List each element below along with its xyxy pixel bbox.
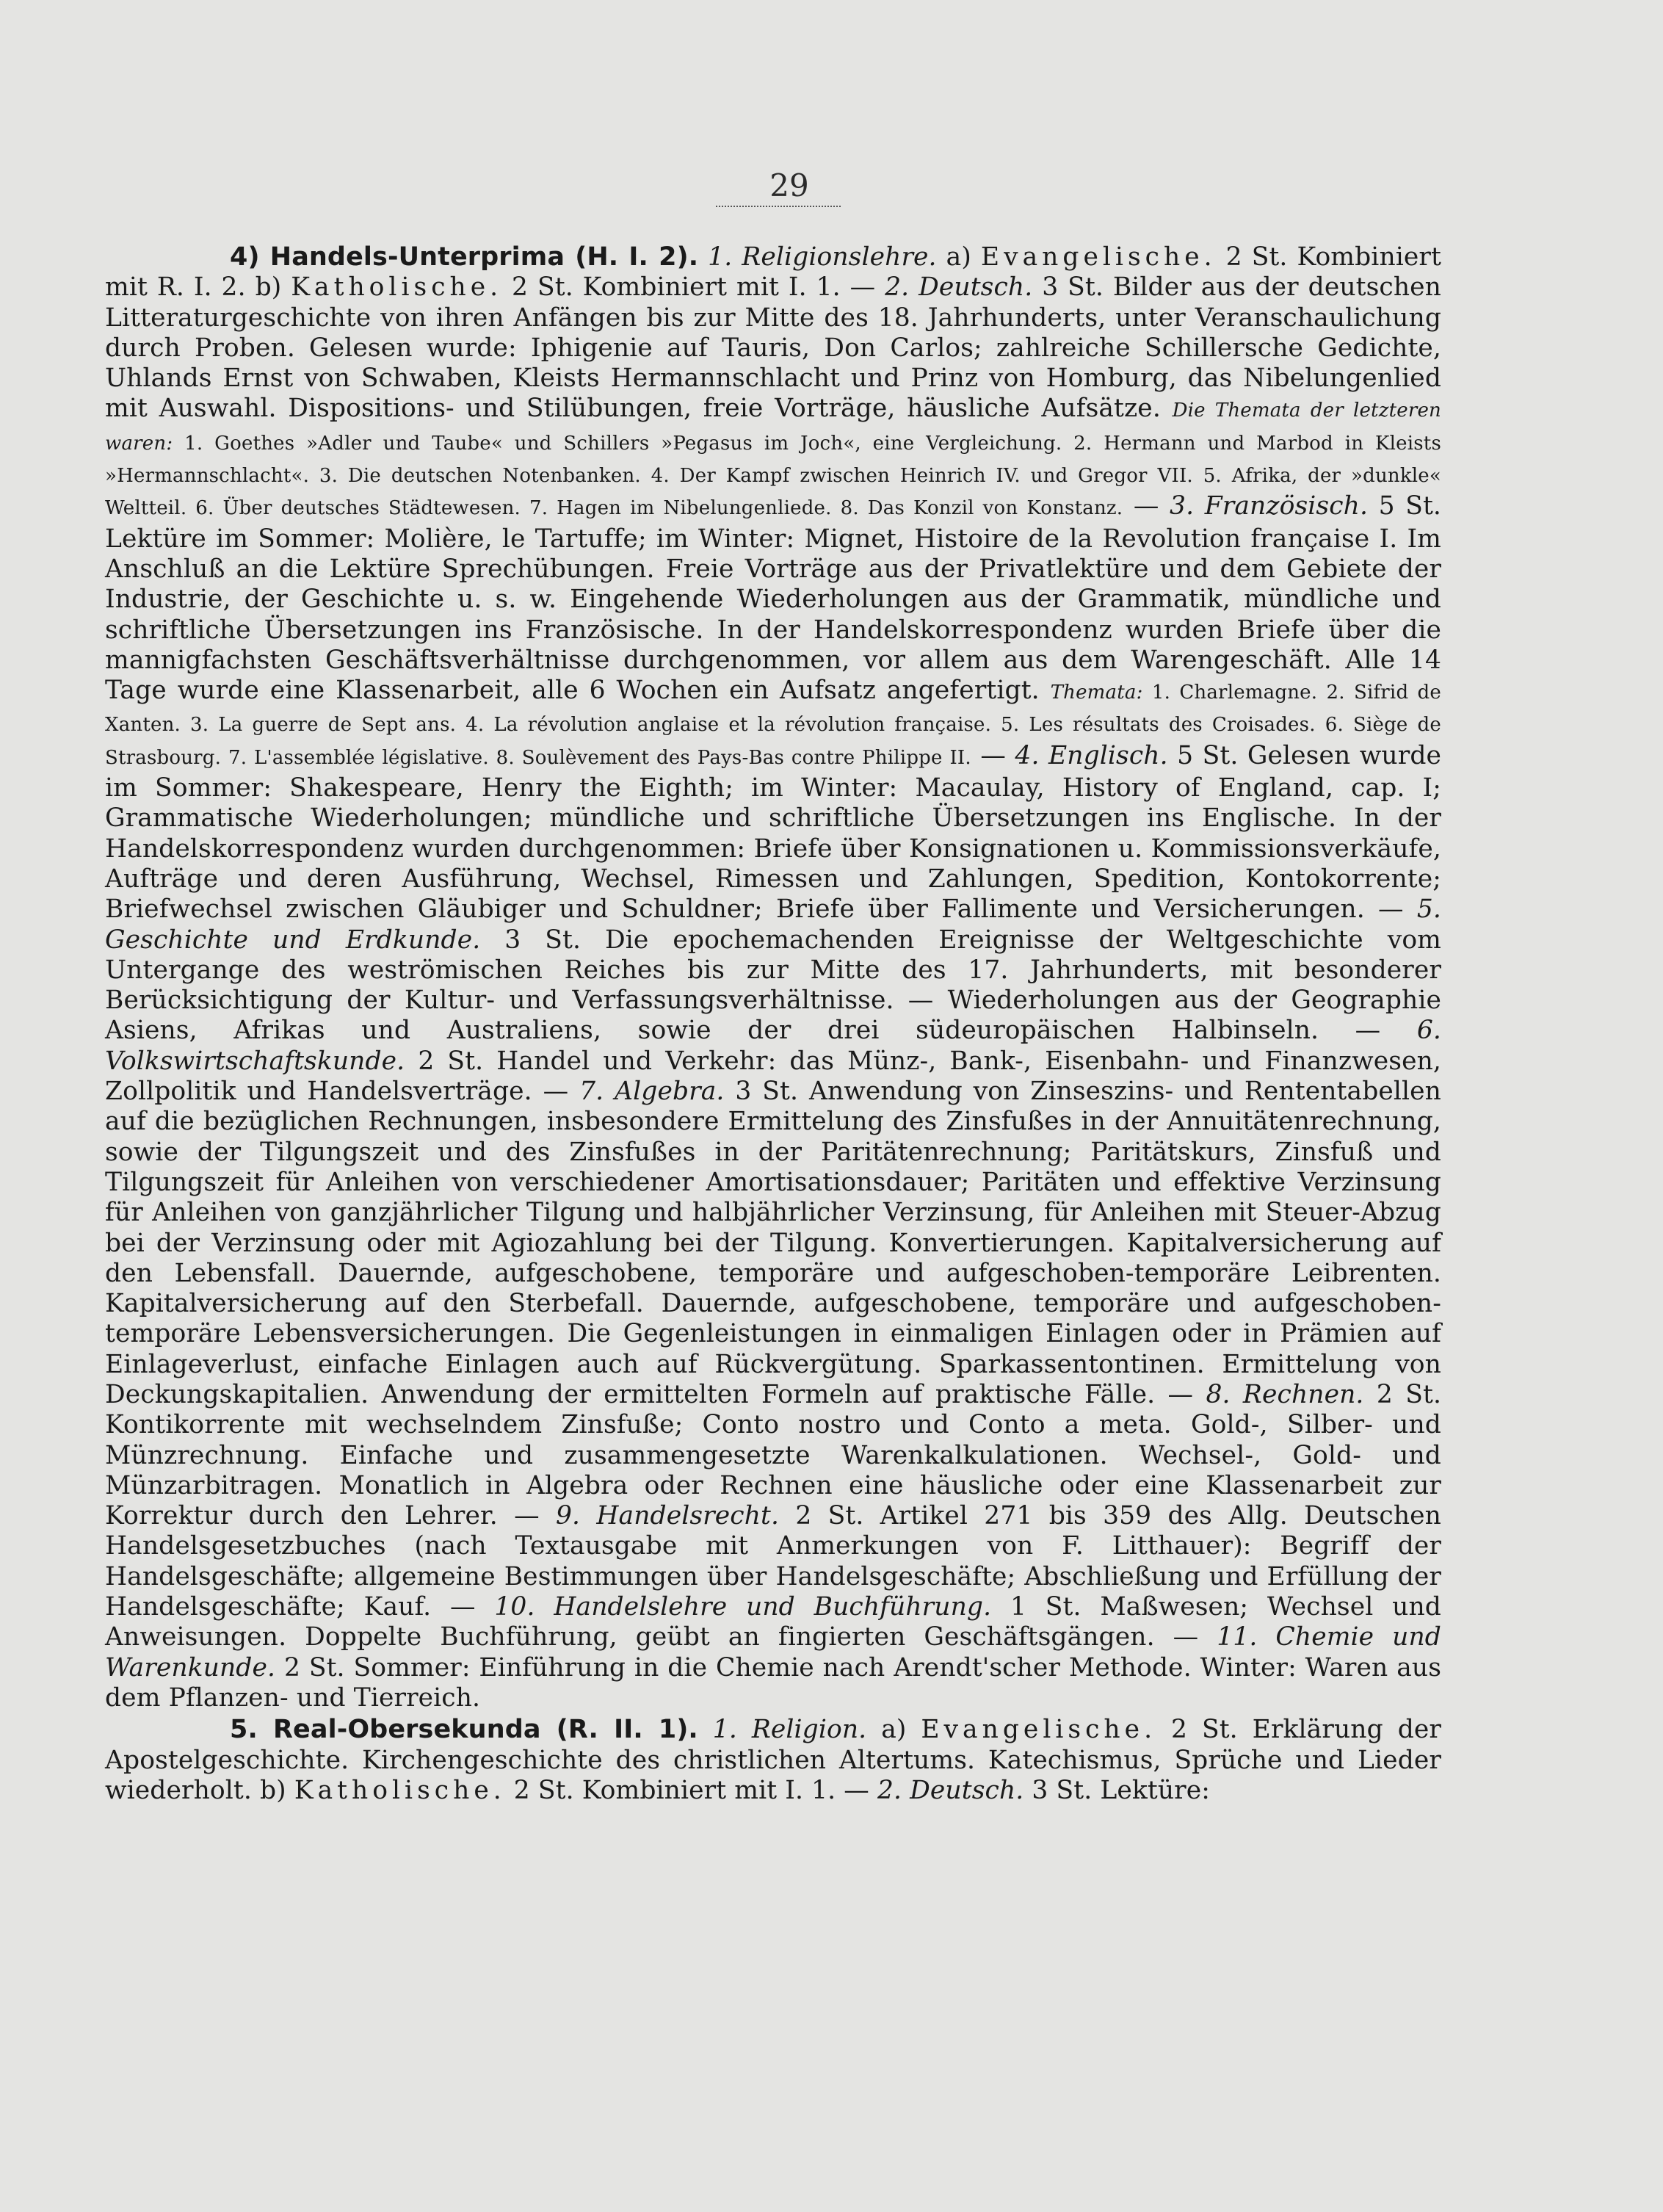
subject-title: 4. Englisch. [1015, 740, 1168, 770]
body-text: a) [866, 1715, 921, 1745]
section-text [105, 242, 1441, 1713]
page-number-underline [716, 206, 841, 212]
body-text: 2 St. Erklärung der Apostelgeschichte. Kirchengeschichte des christlichen Altertums. Katechismus, Sprüche und Lieder wiederholt. b) [105, 1715, 1441, 1805]
body-text: 5 St. Gelesen wurde im Sommer: Shakespeare, Henry the Eighth; im Winter: Macaulay, History of England, cap. I; Grammatische Wiederholungen; mündliche und schriftliche Übersetzungen ins Englische. In der Handelskorrespondenz wurden durchgenommen: Briefe über Konsignationen u. Kommissionsverkäufe, Aufträge und deren Ausführung, Wechsel, Rimessen und Zahlungen, Spedition, Kontokorrente; Briefwechsel zwischen Gläubiger und Schuldner; Briefe über Fallimente und Versicherungen. — [105, 740, 1442, 925]
subject-title: 11. Chemie und Warenkunde. [105, 1622, 1441, 1683]
themata-label: Themata: [1050, 682, 1143, 704]
body-text: — [971, 740, 1015, 770]
body-text: a) [936, 242, 981, 272]
body-text: 2 St. Kombiniert mit I. 1. — [502, 272, 885, 303]
section-handels-unterprima [105, 242, 1441, 1713]
denomination-label: Katholische. [291, 272, 503, 303]
body-text: 5 St. Lektüre im Sommer: Molière, le Tartuffe; im Winter: Mignet, Histoire de la Revolution française I. Im Anschluß an die Lektüre Sprechübungen. Freie Vorträge aus der Privatlektüre und dem Gebiete der Industrie, der Geschichte u. s. w. Eingehende Wiederholungen aus der Grammatik, mündliche und schriftliche Übersetzungen ins Französische. In der Handelskorrespondenz wurden Briefe über die mannigfachsten Geschäftsverhältnisse durchgenommen, vor allem aus dem Warengeschäft. Alle 14 Tage wurde eine Klassenarbeit, alle 6 Wochen ein Aufsatz angefertigt. [105, 491, 1442, 706]
themata-label: Die Themata der letzteren waren: [105, 400, 1442, 455]
body-text: 3 St. Lektüre: [1023, 1775, 1210, 1805]
section-real-obersekunda [105, 1715, 1441, 1806]
document-body [105, 242, 1441, 1806]
subject-title: 6. Volkswirtschaftskunde. [105, 1016, 1441, 1076]
subject-title: 9. Handelsrecht. [555, 1501, 780, 1531]
subject-title: 10. Handelslehre und Buchführung. [494, 1592, 992, 1622]
subject-title: 1. Religion. [712, 1715, 867, 1745]
body-text: 2 St. Handel und Verkehr: das Münz-, Bank-, Eisenbahn- und Finanzwesen, Zollpolitik und Handelsverträge. — [105, 1046, 1441, 1107]
subject-title: 2. Deutsch. [885, 272, 1033, 303]
page-number: 29 [769, 167, 809, 203]
body-text: 2 St. Sommer: Einführung in die Chemie nach Arendt'scher Methode. Winter: Waren aus dem Pflanzen- und Tierreich. [105, 1652, 1441, 1713]
body-text: 1 St. Maßwesen; Wechsel und Anweisungen. Doppelte Buchführung, geübt an fingierten Geschäftsgängen. — [105, 1592, 1441, 1652]
body-text: 2 St. Kontikorrente mit wechselndem Zinsfuße; Conto nostro und Conto a meta. Gold-, Silber- und Münzrechnung. Einfache und zusammengesetzte Warenkalkulationen. Wechsel-, Gold- und Münzarbitragen. Monatlich in Algebra oder Rechnen eine häusliche oder eine Klassenarbeit zur Korrektur durch den Lehrer. — [105, 1379, 1442, 1531]
subject-title: 3. Französisch. [1170, 491, 1369, 521]
themata-list: 1. Goethes »Adler und Taube« und Schillers »Pegasus im Joch«, eine Vergleichung. 2. Hermann und Marbod in Kleists »Hermannschlacht«. 3. Die deutschen Notenbanken. 4. Der Kampf zwischen Heinrich IV. und Gregor VII. 5. Afrika, der »dunkle« Weltteil. 6. Über deutsches Städtewesen. 7. Hagen im Nibelungenliede. 8. Das Konzil von Konstanz. [105, 432, 1441, 520]
section-heading: 4) Handels-Unterprima (H. I. 2). [230, 242, 699, 272]
body-text: — [1123, 491, 1170, 521]
subject-title: 8. Rechnen. [1206, 1379, 1364, 1409]
subject-title: 7. Algebra. [579, 1077, 725, 1107]
subject-title: 2. Deutsch. [877, 1775, 1024, 1805]
body-text: 2 St. Artikel 271 bis 359 des Allg. Deutschen Handelsgesetzbuches (nach Textausgabe mit Anmerkungen von F. Litthauer): Begriff der Handelsgeschäfte; allgemeine Bestimmungen über Handelsgeschäfte; Abschließung und Erfüllung der Handelsgeschäfte; Kauf. — [105, 1501, 1441, 1622]
subject-title: 5. Geschichte und Erdkunde. [105, 894, 1441, 955]
body-text: 3 St. Anwendung von Zinseszins- und Rententabellen auf die bezüglichen Rechnungen, insbesondere Ermittelung des Zinsfußes in der Annuitätenrechnung, sowie der Tilgungszeit und des Zinsfußes in der Paritätenrechnung; Paritätskurs, Zinsfuß und Tilgungszeit für Anleihen von verschiedener Amortisationsdauer; Paritäten und effektive Verzinsung für Anleihen von ganzjährlicher Tilgung und halbjährlicher Verzinsung, für Anleihen mit Steuer-Abzug bei der Verzinsung oder mit Agiozahlung bei der Tilgung. Konvertierungen. Kapitalversicherung auf den Lebensfall. Dauernde, aufgeschobene, temporäre und aufgeschoben-temporäre Leibrenten. Kapitalversicherung auf den Sterbefall. Dauernde, aufgeschobene, temporäre und aufgeschoben-temporäre Lebensversicherungen. Die Gegenleistungen in einmaligen Einlagen oder in Prämien auf Einlageverlust, einfache Einlagen auch auf Rückvergütung. Sparkassentontinen. Ermittelung von Deckungskapitalien. Anwendung der ermittelten Formeln auf praktische Fälle. — [105, 1077, 1441, 1409]
body-text: 3 St. Bilder aus der deutschen Litteraturgeschichte von ihren Anfängen bis zur Mitte des 18. Jahrhunderts, unter Veranschaulichung durch Proben. Gelesen wurde: Iphigenie auf Tauris, Don Carlos; zahlreiche Schillersche Gedichte, Uhlands Ernst von Schwaben, Kleists Hermannschlacht und Prinz von Homburg, das Nibelungenlied mit Auswahl. Dispositions- und Stilübungen, freie Vorträge, häusliche Aufsätze. [105, 272, 1442, 424]
subject-title: 1. Religionslehre. [708, 242, 937, 272]
section-heading: 5. Real-Obersekunda (R. II. 1). [230, 1715, 698, 1745]
body-text: 3 St. Die epochemachenden Ereignisse der Weltgeschichte vom Untergange des weströmischen Reiches bis zur Mitte des 17. Jahrhunderts, mit besonderer Berücksichtigung der Kultur- und Verfassungsverhältnisse. — Wiederholungen aus der Geographie Asiens, Afrikas und Australiens, sowie der drei südeuropäischen Halbinseln. — [105, 925, 1441, 1046]
body-text: 2 St. Kombiniert mit R. I. 2. b) [105, 242, 1441, 303]
body-text: 2 St. Kombiniert mit I. 1. — [505, 1775, 877, 1805]
denomination-label: Evangelische. [921, 1715, 1157, 1745]
themata-list: 1. Charlemagne. 2. Sifrid de Xanten. 3. La guerre de Sept ans. 4. La révolution anglaise et la révolution française. 5. Les résultats des Croisades. 6. Siège de Strasbourg. 7. L'assemblée législative. 8. Soulèvement des Pays-Bas contre Philippe II. [105, 682, 1441, 769]
denomination-label: Evangelische. [980, 242, 1217, 272]
denomination-label: Katholische. [294, 1775, 506, 1805]
